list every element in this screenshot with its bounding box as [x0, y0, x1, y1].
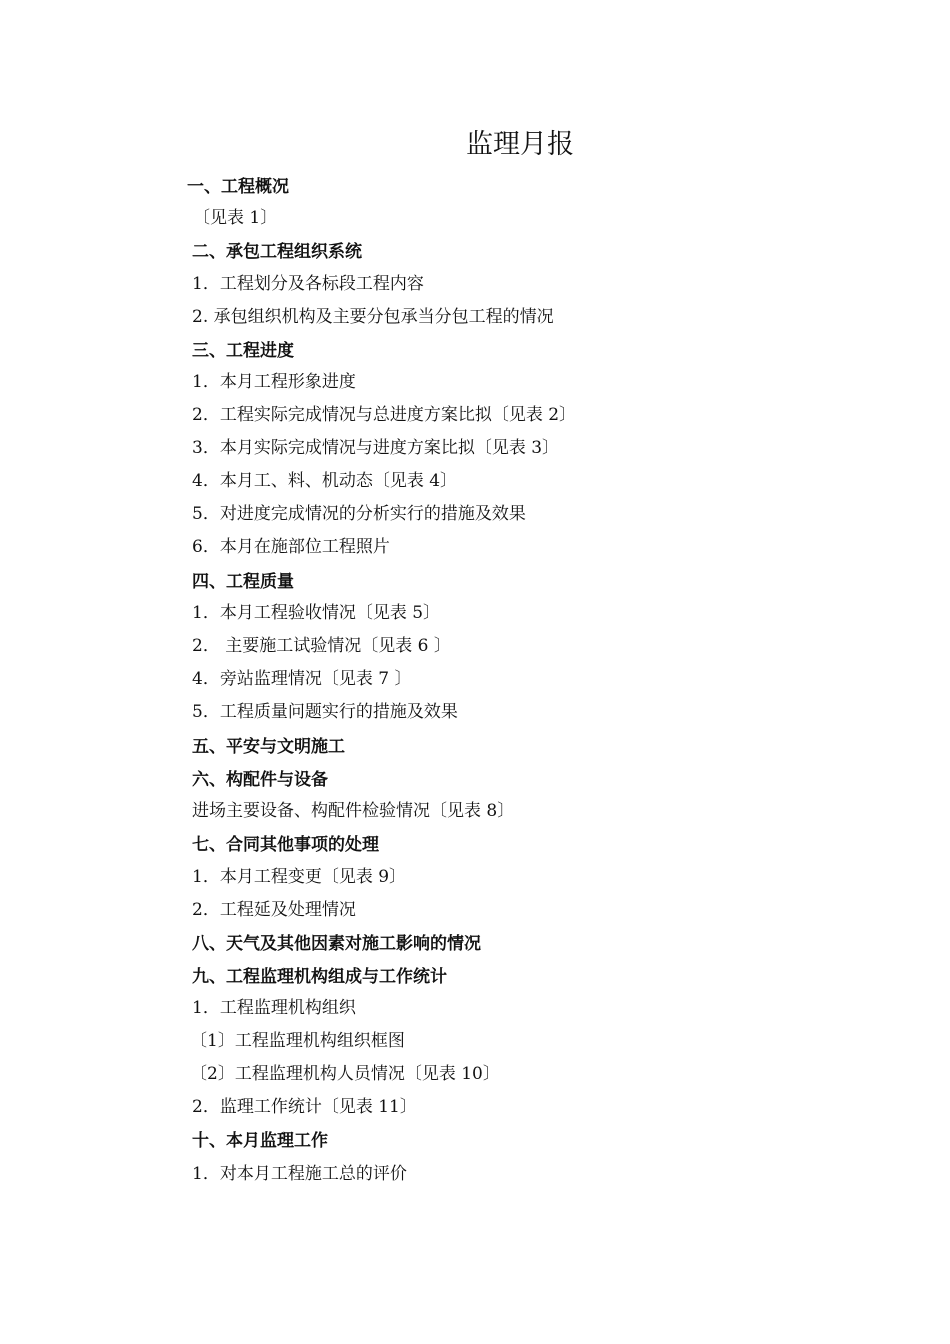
body-line: 2. 承包组织机构及主要分包承当分包工程的情况	[192, 307, 554, 327]
body-line: 〔见表 1〕	[193, 208, 278, 228]
section-heading: 三、工程进度	[192, 341, 294, 361]
section-heading: 六、构配件与设备	[192, 770, 328, 790]
body-line: 1．工程监理机构组织	[192, 998, 356, 1018]
body-line: 4．旁站监理情况〔见表 7 〕	[192, 669, 412, 689]
body-line: 6．本月在施部位工程照片	[192, 537, 390, 557]
body-line: 2．监理工作统计〔见表 11〕	[192, 1097, 417, 1117]
body-line: 〔2〕工程监理机构人员情况〔见表 10〕	[190, 1064, 500, 1084]
body-line: 4．本月工、料、机动态〔见表 4〕	[192, 471, 458, 491]
body-line: 2． 主要施工试验情况〔见表 6 〕	[192, 636, 451, 656]
section-heading: 八、天气及其他因素对施工影响的情况	[192, 934, 481, 954]
body-line: 5．对进度完成情况的分析实行的措施及效果	[192, 504, 526, 524]
body-line: 2．工程实际完成情况与总进度方案比拟〔见表 2〕	[192, 405, 577, 425]
body-line: 5．工程质量问题实行的措施及效果	[192, 702, 458, 722]
body-line: 1．工程划分及各标段工程内容	[192, 274, 424, 294]
body-line: 1．本月工程形象进度	[192, 372, 356, 392]
section-heading: 一、工程概况	[187, 177, 289, 197]
section-heading: 十、本月监理工作	[192, 1131, 328, 1151]
document-title: 监理月报	[466, 129, 574, 160]
section-heading: 九、工程监理机构组成与工作统计	[192, 967, 447, 987]
body-line: 2．工程延及处理情况	[192, 900, 356, 920]
section-heading: 五、平安与文明施工	[192, 737, 345, 757]
body-line: 〔1〕工程监理机构组织框图	[190, 1031, 405, 1051]
section-heading: 四、工程质量	[192, 572, 294, 592]
body-line: 进场主要设备、构配件检验情况〔见表 8〕	[192, 801, 515, 821]
body-line: 1．对本月工程施工总的评价	[192, 1164, 407, 1184]
body-line: 1．本月工程变更〔见表 9〕	[192, 867, 407, 887]
section-heading: 二、承包工程组织系统	[192, 242, 362, 262]
body-line: 3．本月实际完成情况与进度方案比拟〔见表 3〕	[192, 438, 560, 458]
section-heading: 七、合同其他事项的处理	[192, 835, 379, 855]
body-line: 1．本月工程验收情况〔见表 5〕	[192, 603, 441, 623]
